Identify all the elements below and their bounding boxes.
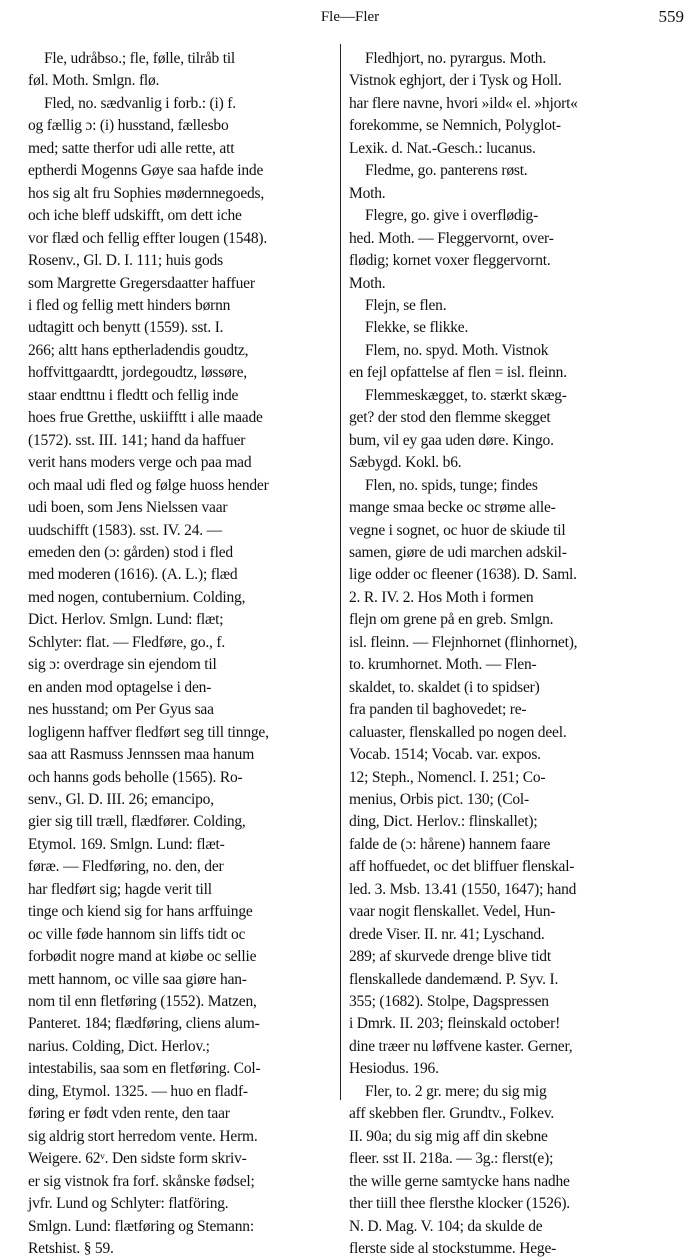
text-line: har flere navne, hvori »ild« el. »hjort« — [349, 94, 578, 112]
text-line: Flegre, go. give i overflødig- — [365, 207, 539, 225]
text-line: emeden den (ɔ: gården) stod i fled — [28, 543, 233, 561]
text-line: II. 90a; du sig mig aff din skebne — [349, 1127, 548, 1145]
text-line: som Margrette Gregersdaatter haffuer — [28, 274, 255, 292]
text-line: oc ville føde hannom sin liffs tidt oc — [28, 925, 246, 943]
text-line: føl. Moth. Smlgn. flø. — [28, 72, 160, 90]
text-line: Hesiodus. 196. — [349, 1060, 439, 1078]
text-line: staar endttnu i fledtt och fellig inde — [28, 386, 239, 404]
text-line: ther tiill thee flersthe klocker (1526). — [349, 1195, 570, 1213]
text-line: flenskallede dandemænd. P. Syv. I. — [349, 970, 559, 988]
text-line: Moth. — [349, 274, 386, 292]
text-line: ding, Etymol. 1325. — huo en fladf- — [28, 1082, 248, 1100]
text-line: flerste side al stockstumme. Hege- — [349, 1240, 557, 1258]
text-line: to. krumhornet. Moth. — Flen- — [349, 656, 537, 674]
text-line: Fled, no. sædvanlig i forb.: (i) f. — [44, 94, 236, 112]
text-line: Rosenv., Gl. D. I. 111; huis gods — [28, 252, 223, 270]
text-line: Etymol. 169. Smlgn. Lund: flæt- — [28, 835, 225, 853]
text-line: the wille gerne samtycke hans nadhe — [349, 1172, 570, 1190]
text-line: nom til enn fletføring (1552). Matzen, — [28, 993, 257, 1011]
text-line: menius, Orbis pict. 130; (Col- — [349, 790, 529, 808]
text-line: 2. R. IV. 2. Hos Moth i formen — [349, 588, 534, 606]
text-line: isl. fleinn. — Flejnhornet (flinhornet), — [349, 633, 578, 651]
text-line: mange smaa becke oc strøme alle- — [349, 499, 556, 517]
text-line: verit hans moders verge och paa mad — [28, 454, 252, 472]
running-head — [0, 6, 700, 30]
text-line: vor flæd och fellig effter lougen (1548). — [28, 229, 268, 247]
text-line: hoffvittgaardtt, jordegoudtz, løssøre, — [28, 364, 247, 382]
text-line: vegne i sognet, oc huor de skiude til — [349, 521, 566, 539]
text-line: Weigere. 62ᵛ. Den sidste form skriv- — [28, 1150, 247, 1168]
text-line: Fledhjort, no. pyrargus. Moth. — [365, 50, 546, 67]
text-line: Flejn, se flen. — [365, 296, 447, 314]
text-line: Schlyter: flat. — Fledføre, go., f. — [28, 633, 226, 651]
text-line: dine træer nu løffvene kaster. Gerner, — [349, 1037, 573, 1055]
text-line: Smlgn. Lund: flætføring og Stemann: — [28, 1217, 254, 1235]
text-line: uudschifft (1583). sst. IV. 24. — — [28, 521, 222, 539]
text-line: udi boen, som Jens Nielssen vaar — [28, 499, 228, 517]
text-line: samen, giøre de udi marchen adskil- — [349, 543, 567, 561]
text-line: bum, vil ey gaa uden døre. Kingo. — [349, 431, 554, 449]
text-line: Fledme, go. panterens røst. — [365, 162, 528, 180]
text-line: føræ. — Fledføring, no. den, der — [28, 858, 224, 876]
text-line: saa att Rasmuss Jennssen maa hanum — [28, 746, 255, 764]
text-line: gier sig till træll, flædfører. Colding, — [28, 813, 246, 831]
text-line: vaar nogit flenskallet. Vedel, Hun- — [349, 903, 556, 921]
text-line: narius. Colding, Dict. Herlov.; — [28, 1037, 210, 1055]
text-line: Flemmeskægget, to. stærkt skæg- — [365, 386, 567, 404]
text-line: og fællig ɔ: (i) husstand, fællesbo — [28, 117, 229, 135]
text-line: Sæbygd. Kokl. b6. — [349, 454, 462, 472]
text-line: Moth. — [349, 184, 386, 202]
text-line: en fejl opfattelse af flen = isl. fleinn. — [349, 364, 567, 382]
text-line: fra panden til baghovedet; re- — [349, 701, 527, 719]
text-line: mett hannom, oc ville saa giøre han- — [28, 970, 247, 988]
text-line: falde de (ɔ: hårene) hannem faare — [349, 835, 551, 853]
column-divider — [340, 44, 341, 1100]
text-line: hos sig alt fru Sophies mødernnegoeds, — [28, 184, 265, 202]
text-line: med; satte therfor udi alle rette, att — [28, 139, 235, 157]
text-line: flejn om grene på en greb. Smlgn. — [349, 611, 554, 629]
text-line: har fledført sig; hagde verit till — [28, 880, 212, 898]
text-line: udtagitt och benytt (1559). sst. I. — [28, 319, 224, 337]
running-head-title: Fle—Fler — [320, 9, 380, 25]
text-line: Vistnok eghjort, der i Tysk og Holl. — [349, 72, 562, 90]
text-line: hed. Moth. — Fleggervornt, over- — [349, 229, 554, 247]
text-line: med nogen, contubernium. Colding, — [28, 588, 246, 606]
text-line: jvfr. Lund og Schlyter: flatföring. — [28, 1195, 229, 1213]
text-line: Flem, no. spyd. Moth. Vistnok — [365, 341, 549, 359]
text-line: Lexik. d. Nat.-Gesch.: lucanus. — [349, 139, 536, 157]
right-column — [349, 48, 681, 1260]
text-line: 355; (1682). Stolpe, Dagspressen — [349, 993, 549, 1011]
text-line: sig ɔ: overdrage sin ejendom til — [28, 656, 217, 674]
text-line: Panteret. 184; flædføring, cliens alum- — [28, 1015, 260, 1033]
text-line: Fle, udråbso.; fle, følle, tilråb til — [44, 50, 236, 67]
text-line: 266; altt hans eptherladendis goudtz, — [28, 341, 249, 359]
text-line: Flekke, se flikke. — [365, 319, 469, 337]
text-line: lige odder oc fleener (1638). D. Saml. — [349, 566, 577, 584]
left-column — [28, 48, 332, 1260]
text-line: tinge och kiend sig for hans arffuinge — [28, 903, 253, 921]
text-line: hoes frue Gretthe, uskiifftt i alle maade — [28, 409, 263, 427]
text-line: get? der stod den flemme skegget — [349, 409, 551, 427]
text-line: i fled og fellig mett hinders børnn — [28, 296, 231, 314]
text-line: i Dmrk. II. 203; fleinskald october! — [349, 1015, 561, 1033]
text-line: och maal udi fled og følge huoss hender — [28, 476, 269, 494]
text-line: skaldet, to. skaldet (i to spidser) — [349, 678, 540, 696]
text-line: och hanns gods beholle (1565). Ro- — [28, 768, 243, 786]
text-line: caluaster, flenskalled po nogen deel. — [349, 723, 567, 741]
text-line: en anden mod optagelse i den- — [28, 678, 212, 696]
text-line: føring er født vden rente, den taar — [28, 1105, 230, 1123]
text-line: Retshist. § 59. — [28, 1240, 114, 1258]
text-line: forbødit nogre mand at kiøbe oc sellie — [28, 948, 257, 966]
text-line: eptherdi Mogenns Gøye saa hafde inde — [28, 162, 264, 180]
text-line: (1572). sst. III. 141; hand da haffuer — [28, 431, 246, 449]
text-line: led. 3. Msb. 13.41 (1550, 1647); hand — [349, 880, 577, 898]
text-line: Fler, to. 2 gr. mere; du sig mig — [365, 1082, 547, 1100]
text-line: nes husstand; om Per Gyus saa — [28, 701, 214, 719]
text-line: aff hoffuedet, oc det bliffuer flenskal- — [349, 858, 575, 876]
text-line: 289; af skurvede drenge blive tidt — [349, 948, 551, 966]
text-line: Flen, no. spids, tunge; findes — [365, 476, 538, 494]
text-line: och iche bleff udskifft, om dett iche — [28, 207, 242, 225]
text-line: 12; Steph., Nomencl. I. 251; Co- — [349, 768, 546, 786]
text-line: drede Viser. II. nr. 41; Lyschand. — [349, 925, 545, 943]
text-line: er sig vistnok fra forf. skånske fødsel; — [28, 1172, 255, 1190]
text-line: senv., Gl. D. III. 26; emancipo, — [28, 790, 214, 808]
text-line: Vocab. 1514; Vocab. var. expos. — [349, 746, 541, 764]
text-line: sig aldrig stort herredom vente. Herm. — [28, 1127, 258, 1145]
text-line: logligenn haffver fledført seg till tinnge, — [28, 723, 269, 741]
page-number: 559 — [658, 7, 684, 26]
text-line: flødig; kornet voxer fleggervornt. — [349, 252, 551, 270]
text-line: fleer. sst II. 218a. — 3g.: flerst(e); — [349, 1150, 554, 1168]
text-line: med moderen (1616). (A. L.); flæd — [28, 566, 238, 584]
text-line: Dict. Herlov. Smlgn. Lund: flæt; — [28, 611, 224, 629]
text-line: N. D. Mag. V. 104; da skulde de — [349, 1217, 543, 1235]
text-line: intestabilis, saa som en fletføring. Col- — [28, 1060, 261, 1078]
text-line: forekomme, se Nemnich, Polyglot- — [349, 117, 561, 135]
text-line: aff skebben fler. Grundtv., Folkev. — [349, 1105, 555, 1123]
text-line: ding, Dict. Herlov.: flinskallet); — [349, 813, 538, 831]
